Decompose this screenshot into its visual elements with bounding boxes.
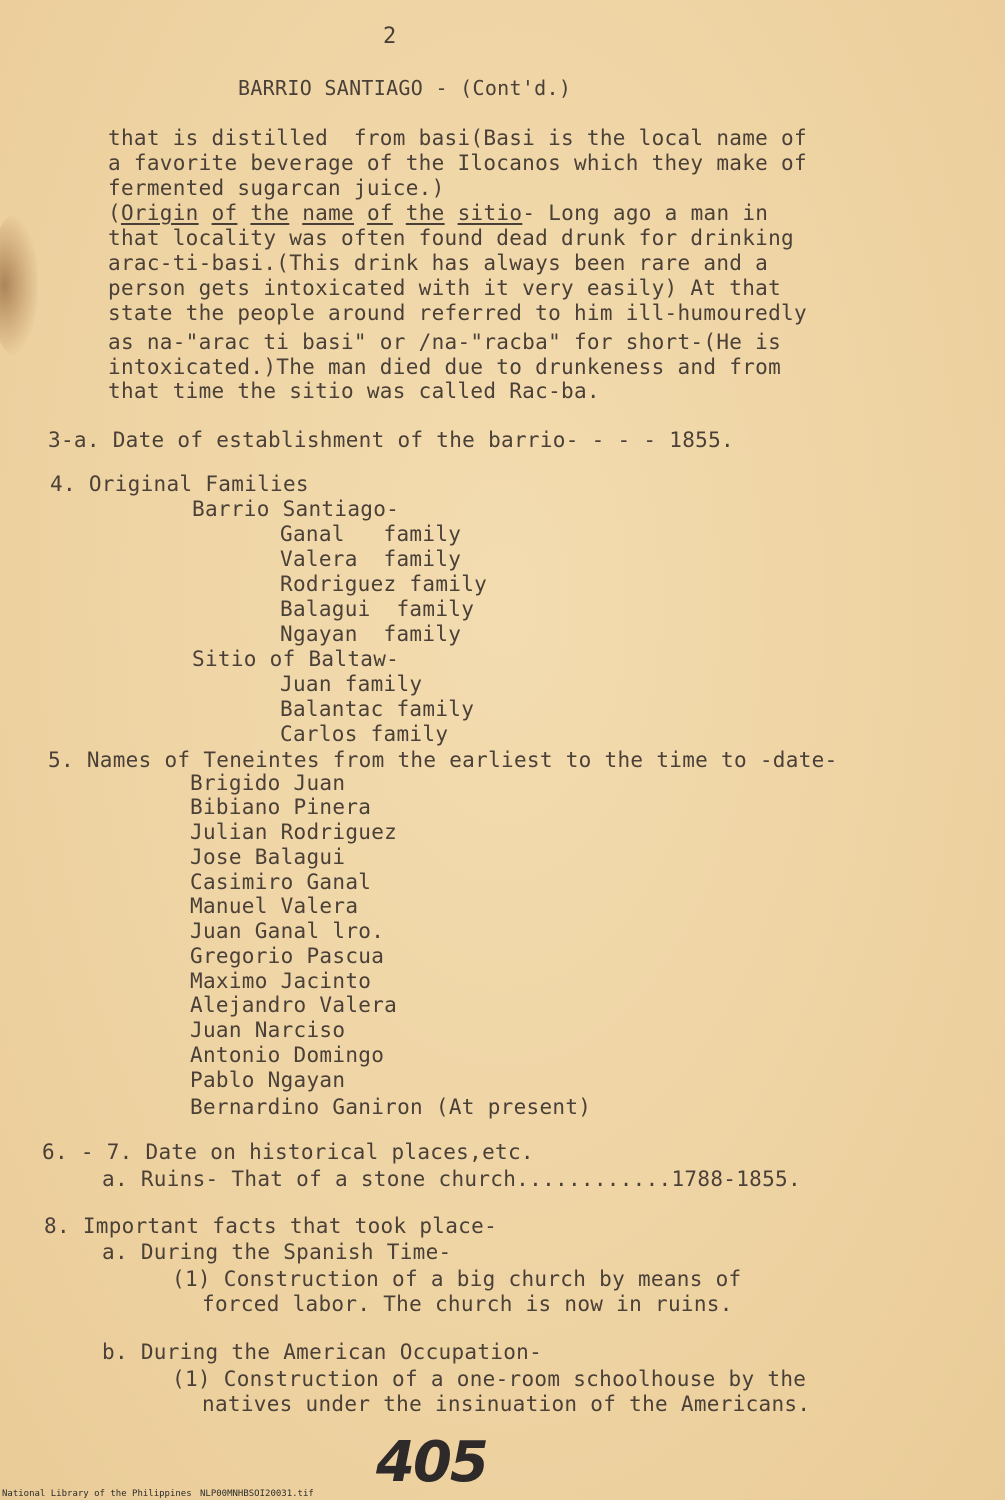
family-item: Rodriguez family bbox=[280, 572, 488, 596]
intro-line-3: fermented sugarcan juice.) bbox=[108, 176, 445, 200]
origin-line-6: intoxicated.)The man died due to drunkeness and from bbox=[108, 355, 782, 379]
item-8-title: 8. Important facts that took place- bbox=[44, 1214, 498, 1238]
family-item: Valera family bbox=[280, 547, 462, 571]
origin-line-5: as na-"arac ti basi" or /na-"racba" for short-(He is bbox=[108, 330, 782, 354]
origin-word-7: sitio bbox=[457, 201, 523, 225]
origin-line-3: person gets intoxicated with it very easily) At that bbox=[108, 276, 782, 300]
origin-line-1: that locality was often found dead drunk for drinking bbox=[108, 226, 794, 250]
origin-word-2: of bbox=[211, 201, 238, 225]
item-8a-1-line-1: (1) Construction of a big church by means of bbox=[172, 1267, 742, 1291]
item-5-title: 5. Names of Teneintes from the earliest to the time to -date- bbox=[48, 748, 838, 772]
item-8b-1-line-1: (1) Construction of a one-room schoolhouse by the bbox=[172, 1367, 807, 1391]
origin-heading-rest: - Long ago a man in bbox=[522, 201, 769, 225]
item-8b-1-line-2: natives under the insinuation of the Americans. bbox=[202, 1392, 811, 1416]
teniente-name: Antonio Domingo bbox=[190, 1043, 385, 1067]
group-sitio-baltaw: Sitio of Baltaw- bbox=[192, 647, 400, 671]
page-stamp-number: 405 bbox=[376, 1430, 487, 1495]
teniente-name: Casimiro Ganal bbox=[190, 870, 372, 894]
family-item: Carlos family bbox=[280, 722, 449, 746]
origin-line-2: arac-ti-basi.(This drink has always been rare and a bbox=[108, 251, 769, 275]
item-8b-title: b. During the American Occupation- bbox=[102, 1340, 543, 1364]
origin-word-4: name bbox=[302, 201, 354, 225]
item-4-title: 4. Original Families bbox=[50, 472, 309, 496]
teniente-name: Bibiano Pinera bbox=[190, 795, 372, 819]
footer-library: National Library of the Philippines bbox=[2, 1489, 192, 1499]
item-8a-1-line-2: forced labor. The church is now in ruins. bbox=[202, 1292, 733, 1316]
page-number: 2 bbox=[383, 24, 397, 49]
teniente-name: Manuel Valera bbox=[190, 894, 359, 918]
teniente-name: Juan Narciso bbox=[190, 1018, 346, 1042]
teniente-name: Bernardino Ganiron (At present) bbox=[190, 1095, 592, 1119]
teniente-name: Brigido Juan bbox=[190, 771, 346, 795]
item-8a-title: a. During the Spanish Time- bbox=[102, 1240, 452, 1264]
teniente-name: Alejandro Valera bbox=[190, 993, 398, 1017]
item-6-7-title: 6. - 7. Date on historical places,etc. bbox=[42, 1140, 534, 1164]
family-item: Balagui family bbox=[280, 597, 475, 621]
teniente-name: Pablo Ngayan bbox=[190, 1068, 346, 1092]
family-item: Juan family bbox=[280, 672, 423, 696]
item-6-7-ruins: a. Ruins- That of a stone church............1788-1855. bbox=[102, 1167, 801, 1191]
family-item: Balantac family bbox=[280, 697, 475, 721]
teniente-name: Maximo Jacinto bbox=[190, 969, 372, 993]
intro-line-2: a favorite beverage of the Ilocanos which they make of bbox=[108, 151, 807, 175]
teniente-name: Gregorio Pascua bbox=[190, 944, 385, 968]
intro-line-1: that is distilled from basi(Basi is the local name of bbox=[108, 126, 807, 150]
page-heading: BARRIO SANTIAGO - (Cont'd.) bbox=[238, 76, 572, 100]
origin-line-4: state the people around referred to him ill-humouredly bbox=[108, 301, 807, 325]
origin-heading-line bbox=[108, 201, 768, 225]
family-item: Ganal family bbox=[280, 522, 462, 546]
water-stain bbox=[0, 215, 38, 355]
footer-filename: NLP00MNHBSOI20031.tif bbox=[200, 1489, 314, 1499]
origin-word-5: of bbox=[366, 201, 393, 225]
origin-line-7: that time the sitio was called Rac-ba. bbox=[108, 379, 600, 403]
origin-open-paren: ( bbox=[108, 201, 121, 225]
teniente-name: Juan Ganal lro. bbox=[190, 919, 385, 943]
group-barrio-santiago: Barrio Santiago- bbox=[192, 497, 400, 521]
family-item: Ngayan family bbox=[280, 622, 462, 646]
origin-word-3: the bbox=[250, 201, 290, 225]
teniente-name: Julian Rodriguez bbox=[190, 820, 398, 844]
origin-word-6: the bbox=[405, 201, 445, 225]
origin-word-1: Origin bbox=[120, 201, 199, 225]
item-3a-date: 3-a. Date of establishment of the barrio- - - - 1855. bbox=[48, 428, 734, 452]
teniente-name: Jose Balagui bbox=[190, 845, 346, 869]
